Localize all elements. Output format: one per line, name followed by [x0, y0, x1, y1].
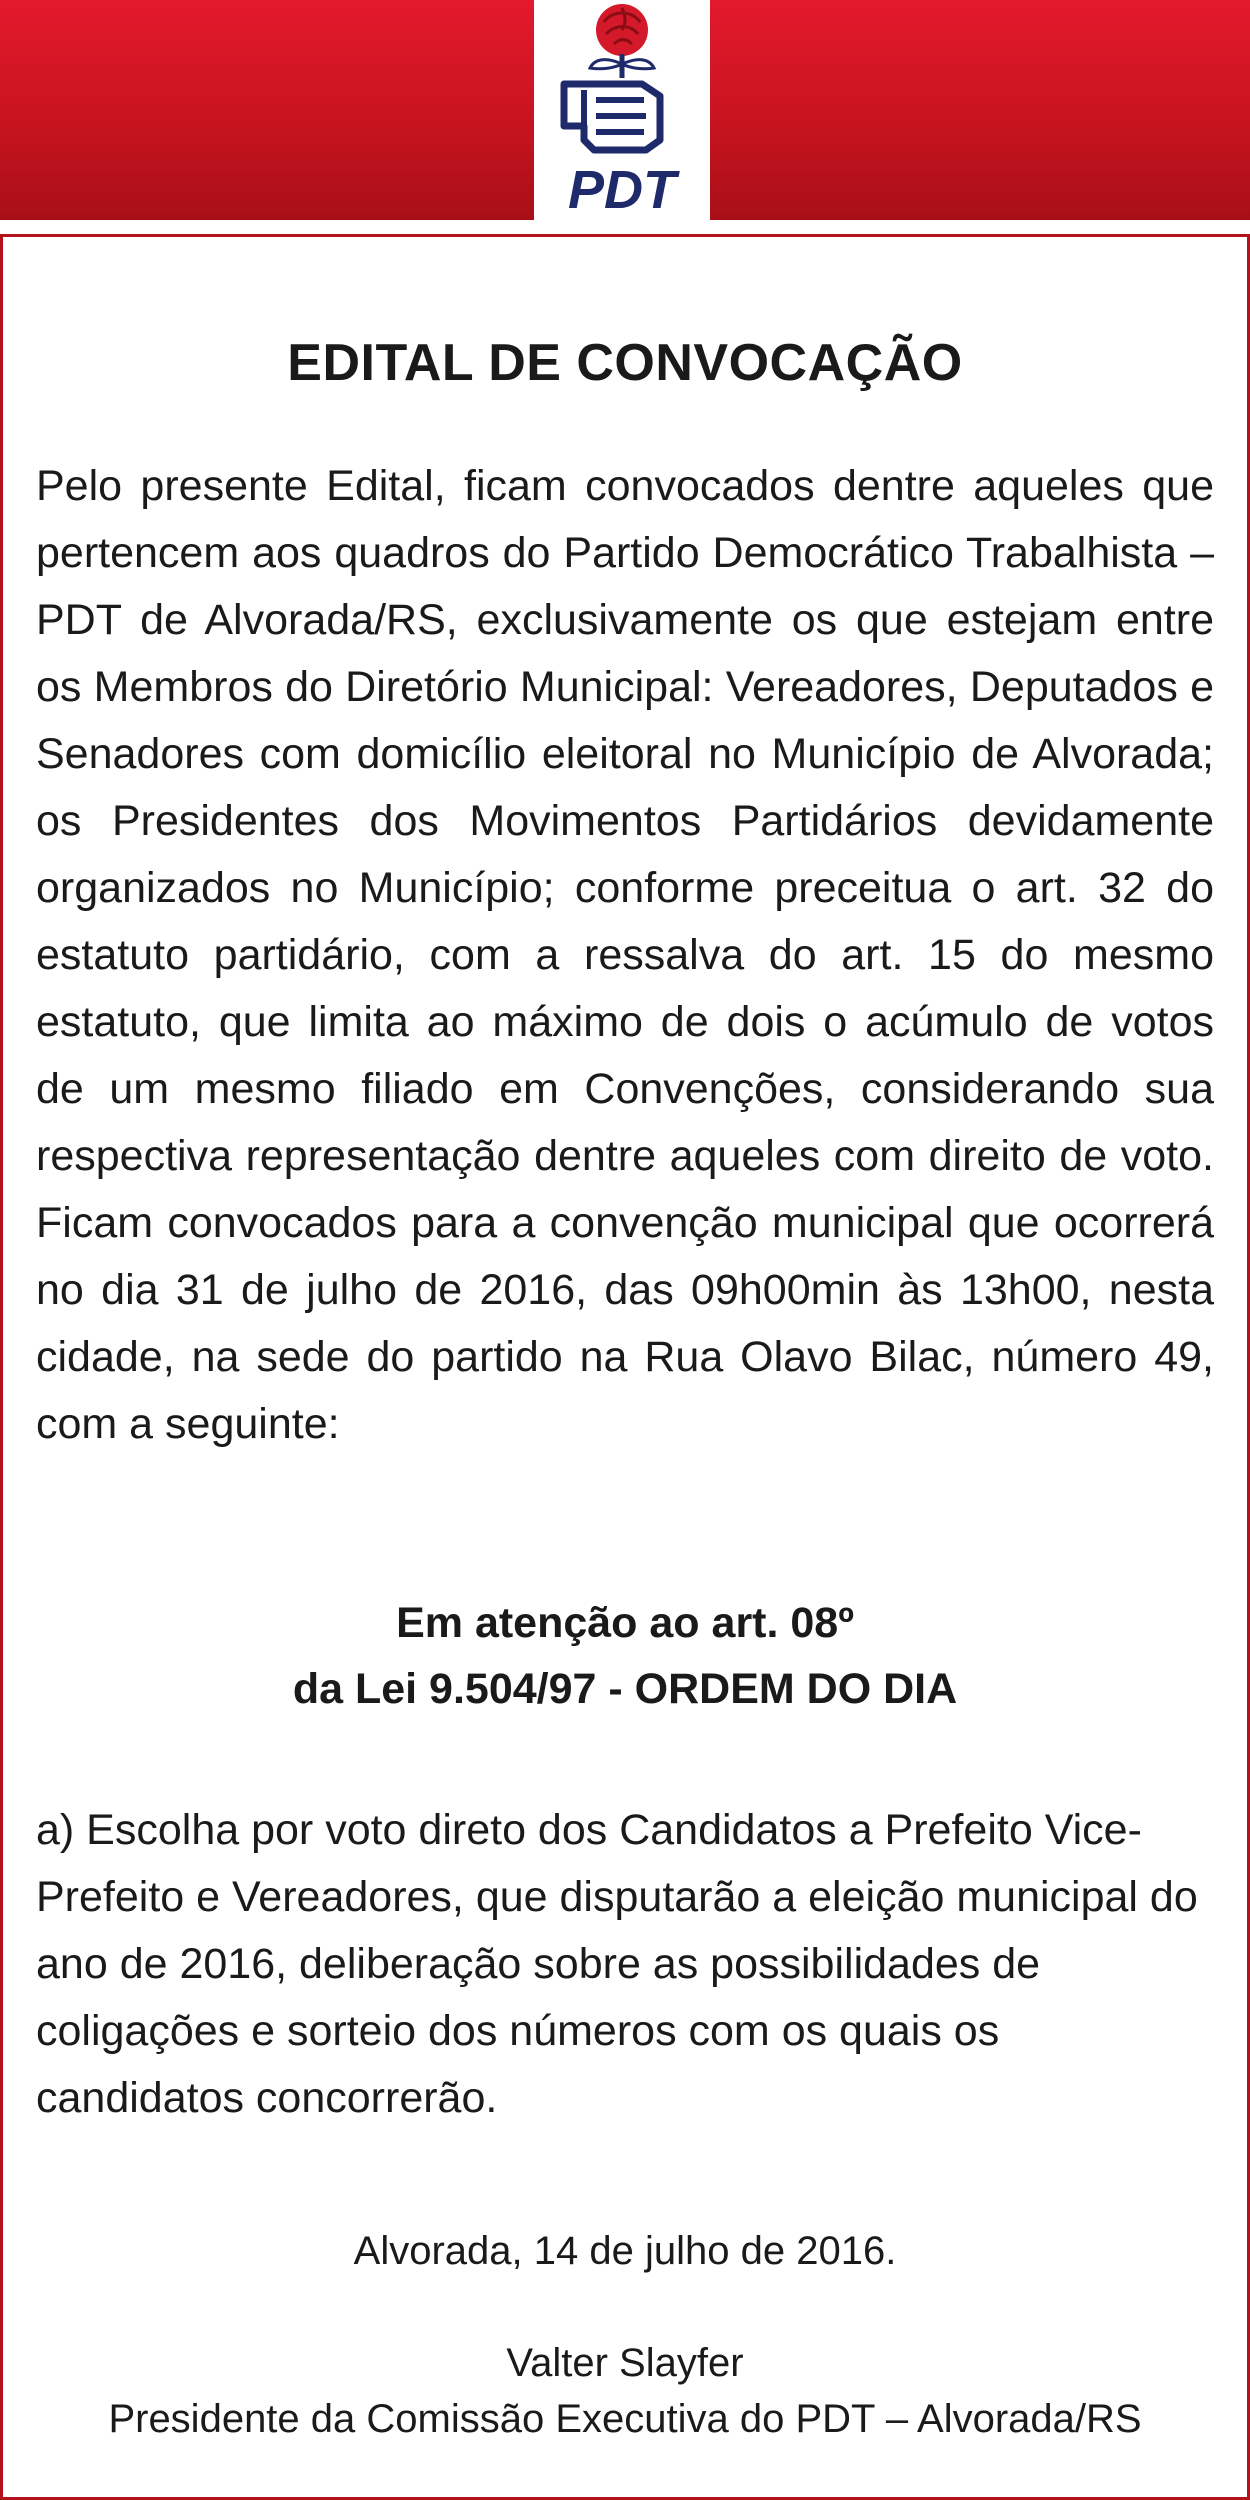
agenda-heading-line-2: da Lei 9.504/97 - ORDEM DO DIA: [292, 1665, 958, 1713]
rose-icon: [596, 4, 648, 56]
date-line: Alvorada, 14 de julho de 2016.: [353, 2229, 897, 2273]
rose-fist-icon: [534, 0, 710, 220]
signer-title: Presidente da Comissão Executiva do PDT – Alvorada/RS: [108, 2397, 1142, 2441]
agenda-heading-line-1: Em atenção ao art. 08º: [396, 1599, 854, 1647]
signature-block: [3, 2335, 1247, 2447]
notice-frame: [0, 234, 1250, 2500]
agenda-item: a) Escolha por voto direto dos Candidatos a Prefeito Vice-Prefeito e Vereadores, que disputarão a eleição municipal do ano de 2016, deliberação sobre as possibilidades de coligações e sorteio dos números com os quais os candidatos concorrerão.: [36, 1806, 1198, 2122]
fist-icon: [564, 84, 660, 150]
notice-body: Pelo presente Edital, ficam convocados dentre aqueles que pertencem aos quadros do Partido Democrático Trabalhista – PDT de Alvorada/RS, exclusivamente os que estejam entre os Membros do Diretório Municipal: Vereadores, Deputados e Senadores com domicílio eleitoral no Município de Alvorada; os Presidentes dos Movimentos Partidários devidamente organizados no Município; conforme preceitua o art. 32 do estatuto partidário, com a ressalva do art. 15 do mesmo estatuto, que limita ao máximo de dois o acúmulo de votos de um mesmo filiado em Convenções, considerando sua respectiva representação dentre aqueles com direito de voto. Ficam convocados para a convenção municipal que ocorrerá no dia 31 de julho de 2016, das 09h00min às 13h00, nesta cidade, na sede do partido na Rua Olavo Bilac, número 49, com a seguinte:: [36, 462, 1214, 1448]
header-gap: [0, 220, 1250, 234]
page-title: EDITAL DE CONVOCAÇÃO: [287, 334, 963, 392]
agenda-heading: [3, 1590, 1247, 1722]
logo-text: PDT: [568, 160, 676, 220]
pdt-logo: [534, 0, 710, 220]
signer-name: Valter Slayfer: [506, 2341, 744, 2385]
